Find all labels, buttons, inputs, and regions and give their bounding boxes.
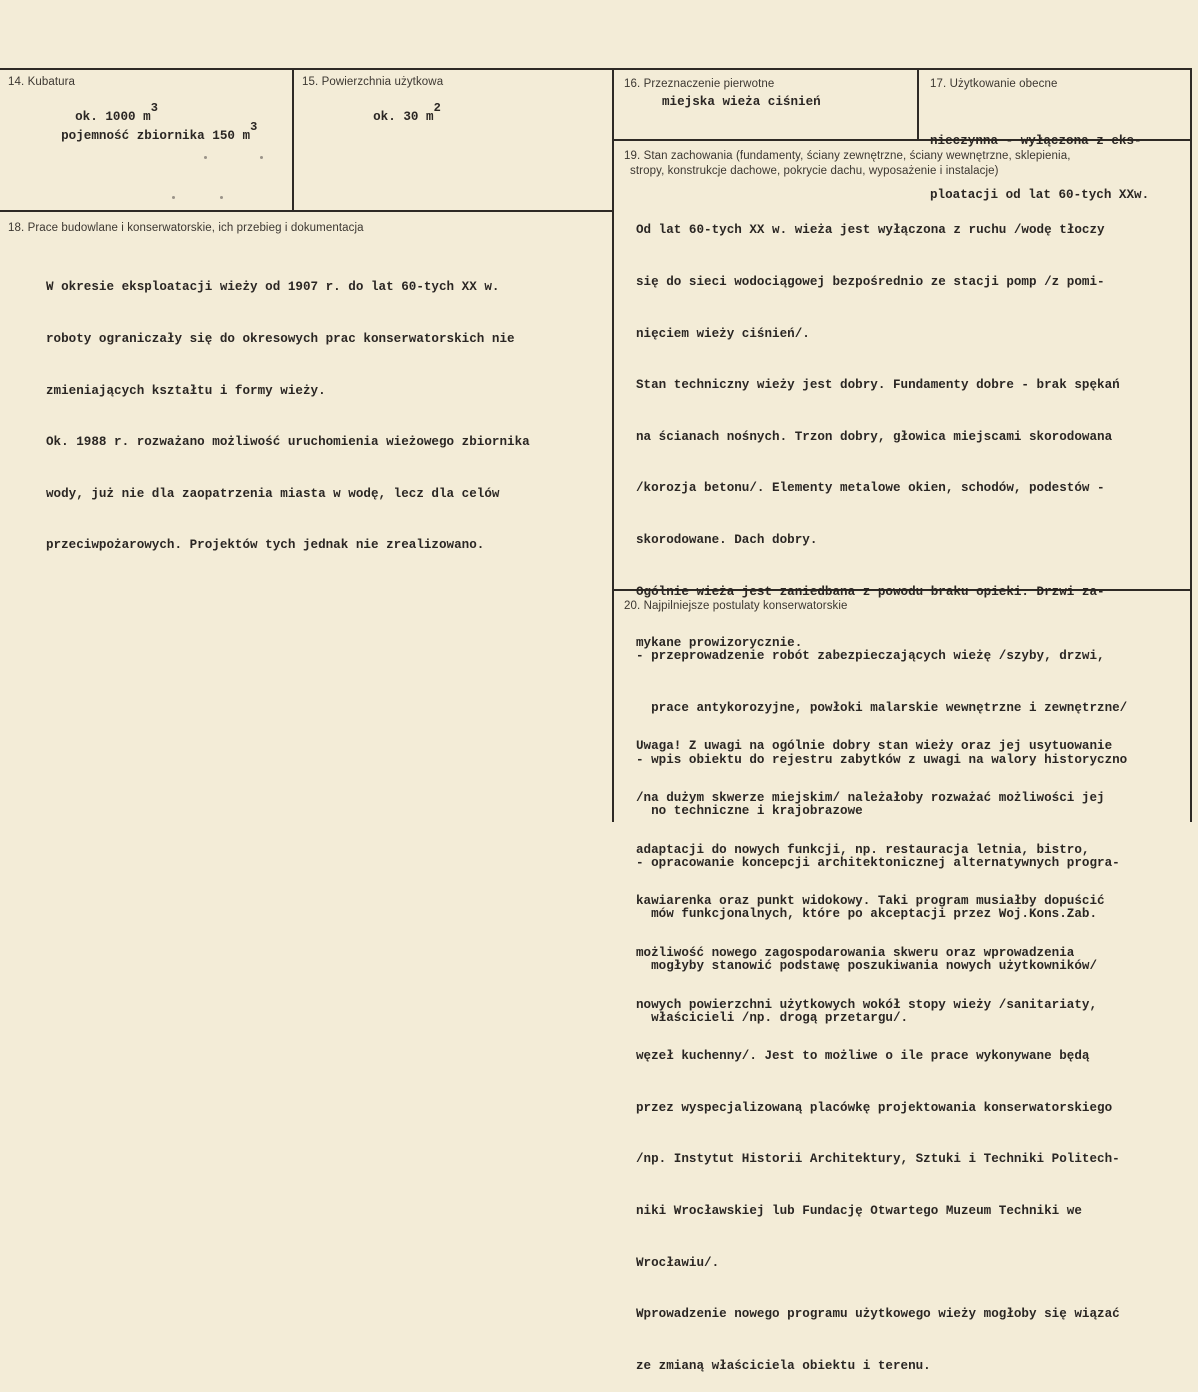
text-line: przeciwpożarowych. Projektów tych jednak nie zrealizowano. xyxy=(46,538,485,553)
text-line: przez wyspecjalizowaną placówkę projektowania konserwatorskiego xyxy=(636,1100,1113,1115)
text-line: mów funkcjonalnych, które po akceptacji przez Woj.Kons.Zab. xyxy=(636,907,1098,922)
text-line: się do sieci wodociągowej bezpośrednio ze stacji pomp /z pomi- xyxy=(636,275,1105,290)
text-line: Wprowadzenie nowego programu użytkowego wieży mogłoby się wiązać xyxy=(636,1307,1120,1322)
section-19-label-line1: 19. Stan zachowania (fundamenty, ściany zewnętrzne, ściany wewnętrzne, sklepienia, xyxy=(624,150,1071,162)
text-line: kawiarenka oraz punkt widokowy. Taki program musiałby dopuścić xyxy=(636,894,1105,909)
current-use-line: nieczynna - wyłączona z eks- xyxy=(930,134,1142,148)
section-16-original-use: miejska wieża ciśnień xyxy=(662,95,821,109)
volume-exponent: 3 xyxy=(150,101,158,116)
text-line: no techniczne i krajobrazowe xyxy=(636,804,863,819)
text-line: roboty ograniczały się do okresowych prac konserwatorskich nie xyxy=(46,332,515,347)
area-value: ok. 30 m xyxy=(373,110,434,125)
area-exponent: 2 xyxy=(433,101,441,116)
text-line: - przeprowadzenie robót zabezpieczających wieżę /szyby, drzwi, xyxy=(636,649,1105,664)
text-line: ze zmianą właściciela obiektu i terenu. xyxy=(636,1358,931,1373)
main-column-divider xyxy=(612,68,614,822)
section-14-label: 14. Kubatura xyxy=(8,76,76,88)
text-line: - opracowanie koncepcji architektonicznej alternatywnych progra- xyxy=(636,855,1120,870)
right-edge-rule xyxy=(1190,68,1192,822)
text-line: zmieniających kształtu i formy wieży. xyxy=(46,383,326,398)
paper-speck xyxy=(220,196,223,199)
section-20-postulates-text xyxy=(636,614,1127,1044)
text-line: mogłyby stanowić podstawę poszukiwania nowych użytkowników/ xyxy=(636,959,1098,974)
paper-speck xyxy=(204,156,207,159)
text-line: prace antykorozyjne, powłoki malarskie wewnętrzne i zewnętrzne/ xyxy=(636,701,1128,716)
tank-capacity-value: pojemność zbiornika 150 m xyxy=(61,129,251,144)
text-line: nowych powierzchni użytkowych wokół stopy wieży /sanitariaty, xyxy=(636,997,1098,1012)
text-line: /na dużym skwerze miejskim/ należałoby rozważać możliwości jej xyxy=(636,791,1105,806)
section-18-label: 18. Prace budowlane i konserwatorskie, ich przebieg i dokumentacja xyxy=(8,222,364,234)
text-line: adaptacji do nowych funkcji, np. restauracja letnia, bistro, xyxy=(636,842,1090,857)
text-line: skorodowane. Dach dobry. xyxy=(636,533,818,548)
divider-16-17 xyxy=(917,68,919,140)
text-line: Wrocławiu/. xyxy=(636,1255,720,1270)
divider-14-15 xyxy=(292,68,294,211)
text-line: Ok. 1988 r. rozważano możliwość uruchomienia wieżowego zbiornika xyxy=(46,435,530,450)
section-16-label: 16. Przeznaczenie pierwotne xyxy=(624,78,775,90)
text-line: niki Wrocławskiej lub Fundację Otwartego Muzeum Techniki we xyxy=(636,1203,1082,1218)
text-line: - wpis obiektu do rejestru zabytków z uwagi na walory historyczno xyxy=(636,752,1128,767)
section-15-label: 15. Powierzchnia użytkowa xyxy=(302,76,444,88)
section-19-label-line2: stropy, konstrukcje dachowe, pokrycie dachu, wyposażenie i instalacje) xyxy=(630,165,999,177)
text-line: wody, już nie dla zaopatrzenia miasta w wodę, lecz dla celów xyxy=(46,486,500,501)
section-18-works-text xyxy=(46,245,530,572)
section-20-label: 20. Najpilniejsze postulaty konserwatorskie xyxy=(624,600,848,612)
text-line: Uwaga! Z uwagi na ogólnie dobry stan wieży oraz jej usytuowanie xyxy=(636,739,1113,754)
text-line: W okresie eksploatacji wieży od 1907 r. do lat 60-tych XX w. xyxy=(46,280,500,295)
text-line: Ogólnie wieża jest zaniedbana z powodu braku opieki. Drzwi za- xyxy=(636,584,1105,599)
current-use-line: ploatacji od lat 60-tych XXw. xyxy=(930,188,1150,202)
text-line: nięciem wieży ciśnień/. xyxy=(636,326,810,341)
tank-capacity-exponent: 3 xyxy=(250,120,258,135)
paper-speck xyxy=(260,156,263,159)
text-line: właścicieli /np. drogą przetargu/. xyxy=(636,1010,909,1025)
section-15-area xyxy=(358,92,441,126)
text-line: możliwość nowego zagospodarowania skweru oraz wprowadzenia xyxy=(636,945,1075,960)
volume-value: ok. 1000 m xyxy=(75,110,151,125)
rule-under-14-15 xyxy=(0,210,614,212)
top-rule xyxy=(0,68,1192,70)
section-17-label: 17. Użytkowanie obecne xyxy=(930,78,1058,90)
text-line: /korozja betonu/. Elementy metalowe okien, schodów, podestów - xyxy=(636,481,1105,496)
text-line: węzeł kuchenny/. Jest to możliwe o ile prace wykonywane będą xyxy=(636,1049,1090,1064)
text-line: /np. Instytut Historii Architektury, Sztuki i Techniki Politech- xyxy=(636,1152,1120,1167)
section-19-label xyxy=(624,149,1071,179)
text-line: na ścianach nośnych. Trzon dobry, głowica miejscami skorodowana xyxy=(636,429,1113,444)
paper-speck xyxy=(172,196,175,199)
text-line: mykane prowizorycznie. xyxy=(636,636,803,651)
section-14-tank-capacity xyxy=(46,111,257,145)
text-line: Stan techniczny wieży jest dobry. Fundamenty dobre - brak spękań xyxy=(636,378,1120,393)
text-line: Od lat 60-tych XX w. wieża jest wyłączona z ruchu /wodę tłoczy xyxy=(636,223,1105,238)
